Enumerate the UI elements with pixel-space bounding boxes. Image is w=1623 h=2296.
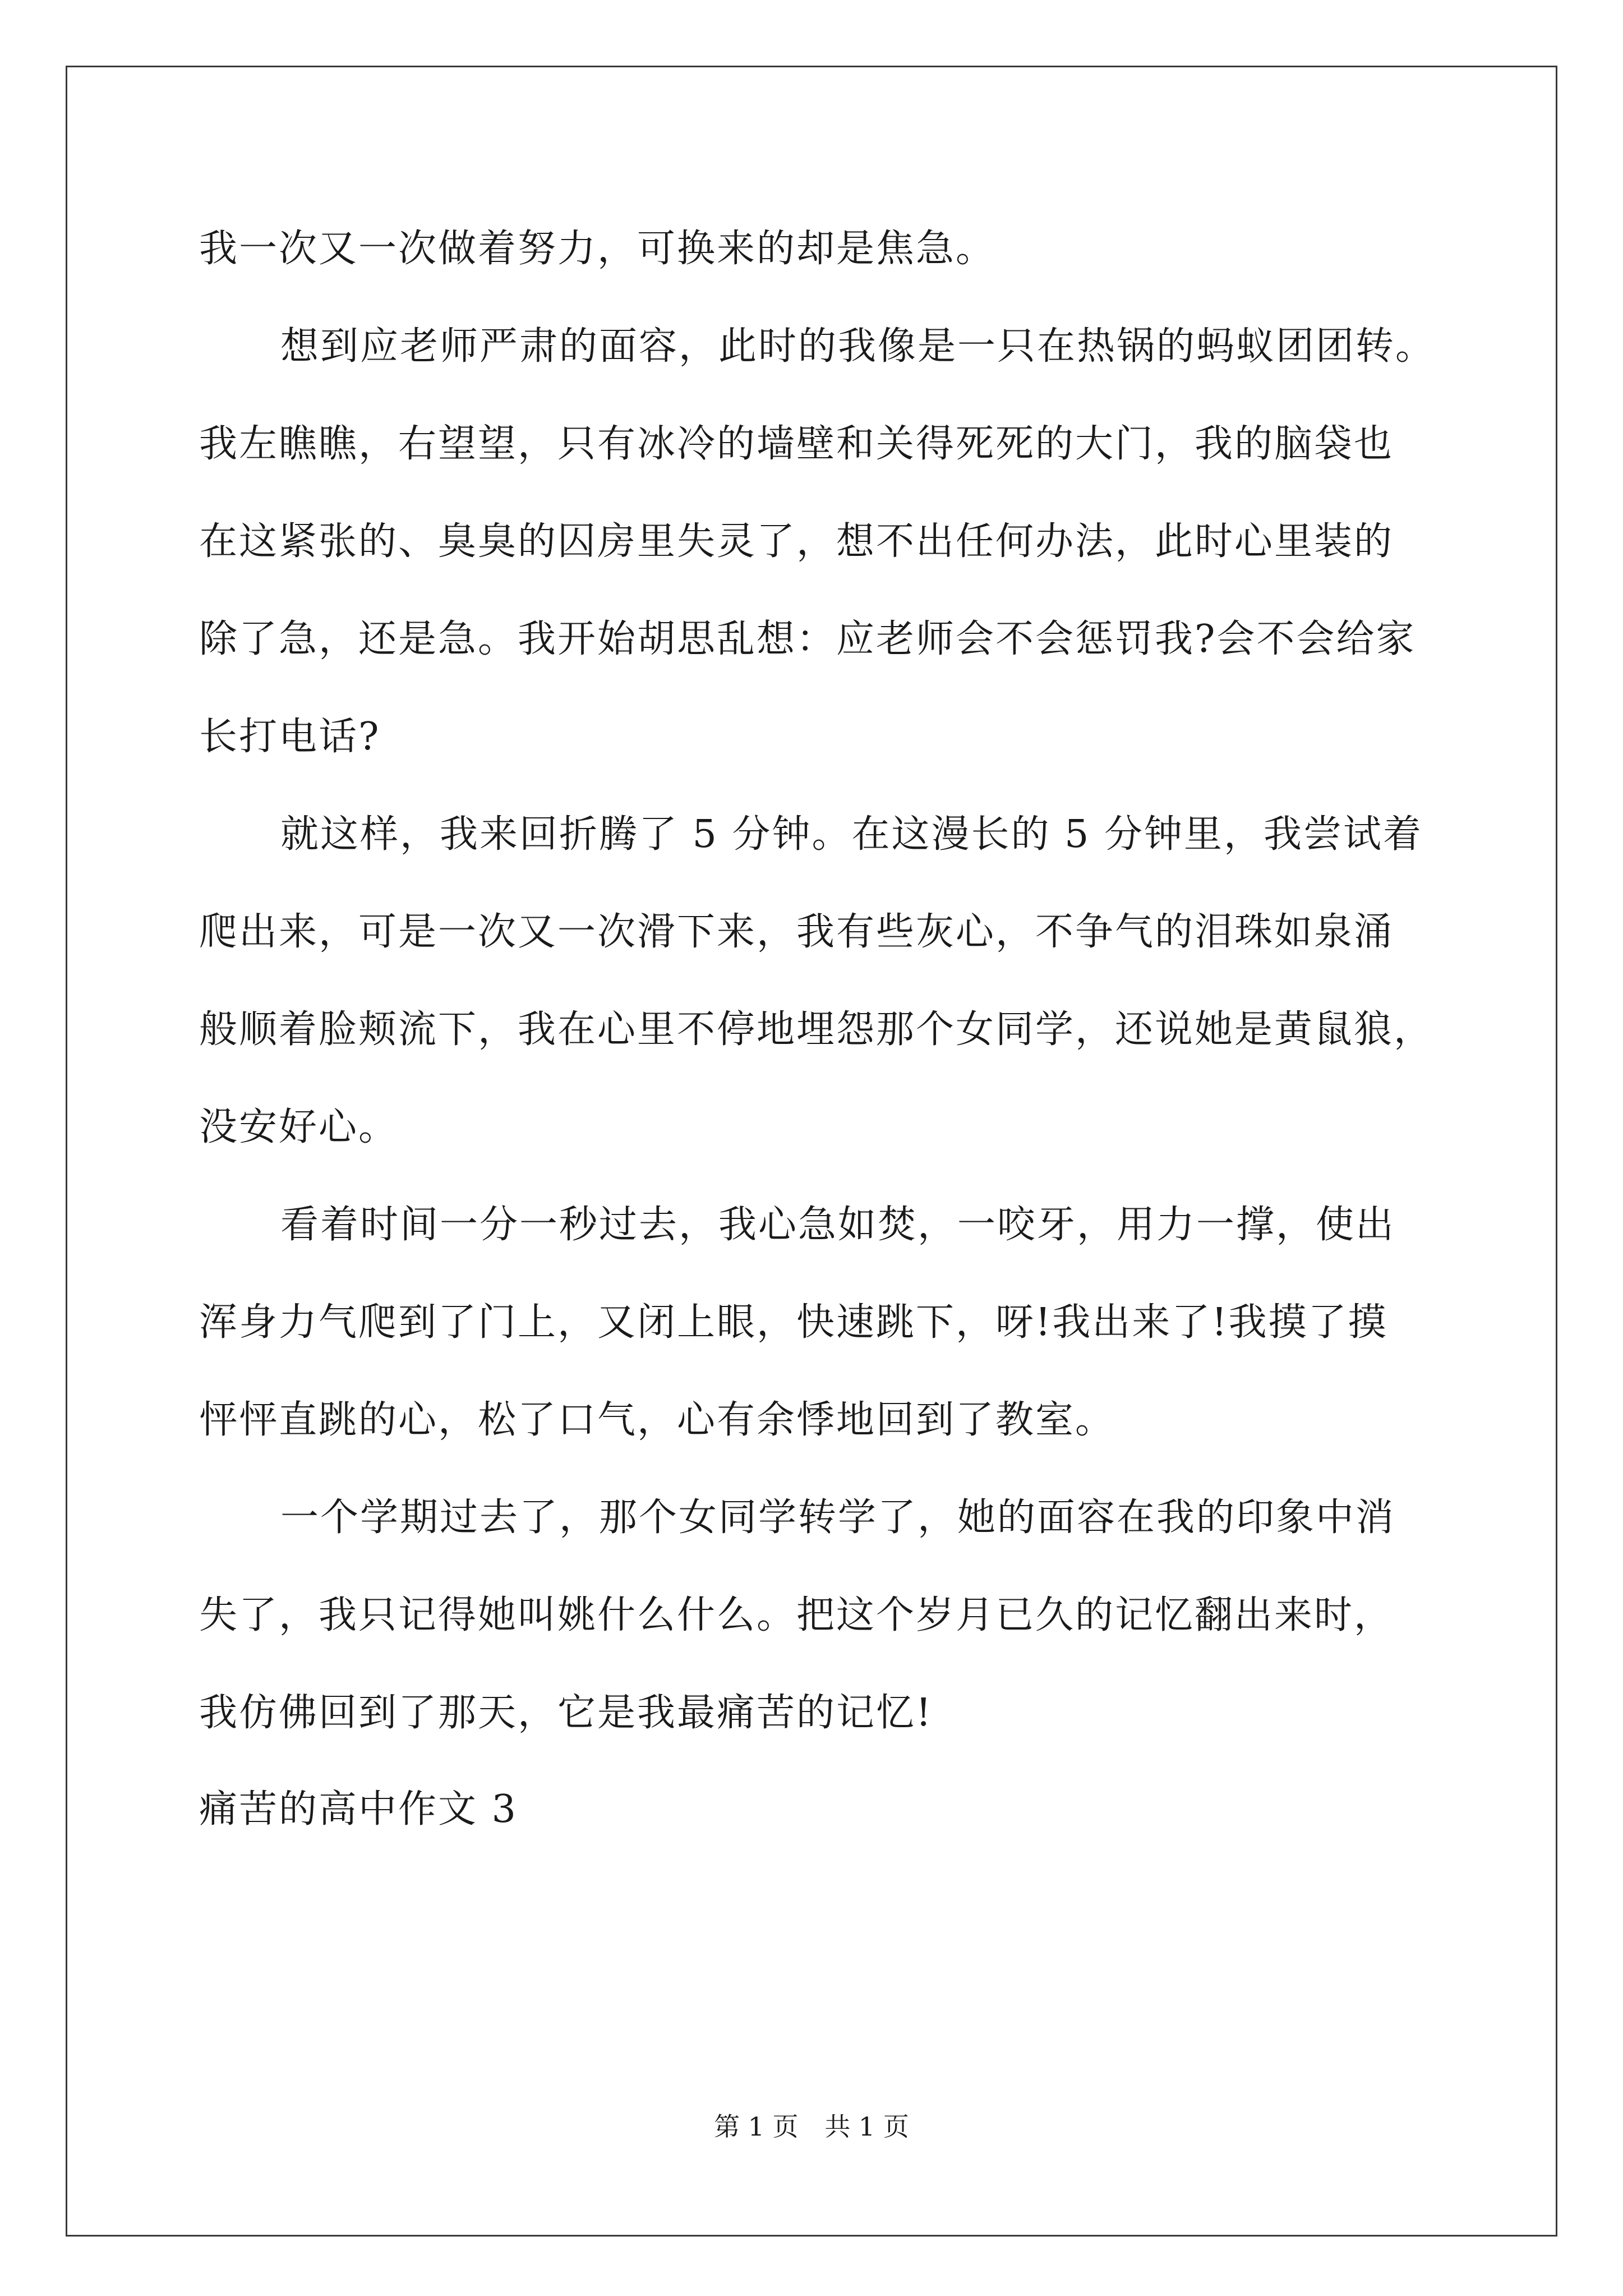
text-line: 在这紧张的、臭臭的囚房里失灵了，想不出任何办法，此时心里装的: [199, 519, 1394, 564]
text-line: 怦怦直跳的心，松了口气，心有余悸地回到了教室。: [199, 1398, 1115, 1442]
page-footer: [0, 2111, 1623, 2142]
section-heading: 痛苦的高中作文 3: [199, 1787, 518, 1832]
text-line: 我仿佛回到了那天，它是我最痛苦的记忆!: [199, 1691, 933, 1735]
text-line: 失了，我只记得她叫姚什么什么。把这个岁月已久的记忆翻出来时，: [199, 1593, 1394, 1637]
page-number: 第 1 页: [714, 2111, 799, 2142]
text-line: 长打电话?: [199, 715, 381, 759]
page-total: 共 1 页: [824, 2111, 909, 2142]
page-border: [66, 66, 1557, 2237]
text-line: 爬出来，可是一次又一次滑下来，我有些灰心，不争气的泪珠如泉涌: [199, 910, 1394, 954]
paragraph-start-line: 看着时间一分一秒过去，我心急如焚，一咬牙，用力一撑，使出: [280, 1203, 1396, 1247]
paragraph-start-line: 就这样，我来回折腾了 5 分钟。在这漫长的 5 分钟里，我尝试着: [280, 812, 1423, 857]
text-line: 我左瞧瞧，右望望，只有冰冷的墙壁和关得死死的大门，我的脑袋也: [199, 422, 1394, 466]
text-line: 般顺着脸颊流下，我在心里不停地埋怨那个女同学，还说她是黄鼠狼，: [199, 1007, 1434, 1052]
paragraph-start-line: 想到应老师严肃的面容，此时的我像是一只在热锅的蚂蚁团团转。: [280, 324, 1436, 369]
text-line: 浑身力气爬到了门上，又闭上眼，快速跳下，呀!我出来了!我摸了摸: [199, 1300, 1388, 1345]
paragraph-start-line: 一个学期过去了，那个女同学转学了，她的面容在我的印象中消: [280, 1496, 1396, 1540]
text-line: 我一次又一次做着努力，可换来的却是焦急。: [199, 227, 996, 271]
text-line: 除了急，还是急。我开始胡思乱想：应老师会不会惩罚我?会不会给家: [199, 617, 1416, 661]
text-line: 没安好心。: [199, 1105, 399, 1149]
